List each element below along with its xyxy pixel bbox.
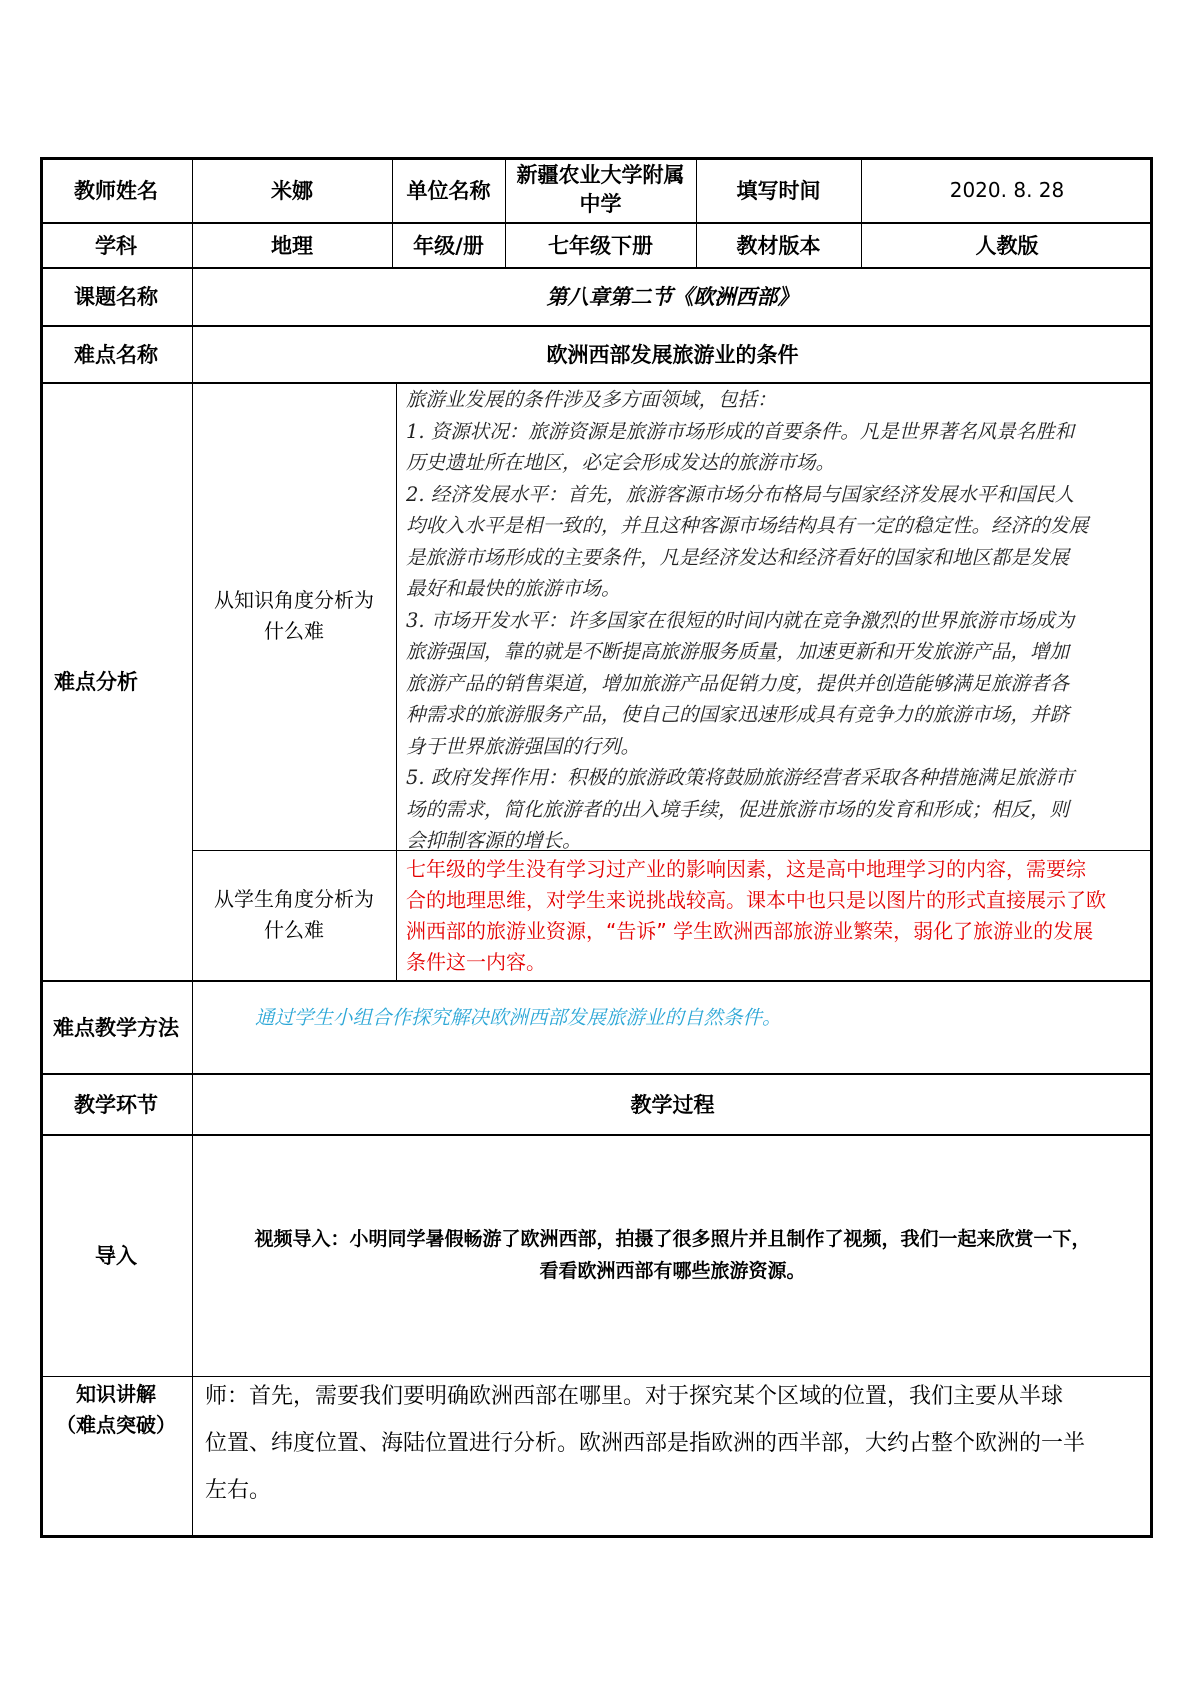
- subject-value: 地理: [271, 233, 313, 258]
- knowledge-line: 旅游强国，靠的就是不断提高旅游服务质量，加速更新和开发旅游产品，增加: [406, 640, 1070, 663]
- unit-value: [505, 157, 696, 222]
- student-line: 七年级的学生没有学习过产业的影响因素，这是高中地理学习的内容，需要综: [406, 857, 1086, 881]
- student-line: 条件这一内容。: [406, 950, 546, 974]
- difficulty-value: 欧洲西部发展旅游业的条件: [546, 342, 799, 367]
- knowledge-line: 是旅游市场形成的主要条件，凡是经济发达和经济看好的国家和地区都是发展: [406, 545, 1070, 569]
- topic-value: 第八章第二节《欧洲西部》: [546, 285, 799, 309]
- teacher-label: 教师姓名: [74, 178, 158, 203]
- knowledge-line: 身于世界旅游强国的行列。: [406, 734, 641, 758]
- student-angle-label: [192, 850, 396, 980]
- knowledge-line: 2. 经济发展水平：首先，旅游客源市场分布格局与国家经济发展水平和国民人: [406, 482, 1075, 506]
- grade-value: 七年级下册: [548, 233, 653, 258]
- col-divider: [396, 382, 397, 980]
- student-analysis-text: [406, 854, 1144, 978]
- student-line: 合的地理思维，对学生来说挑战较高。课本中也只是以图片的形式直接展示了欧: [406, 888, 1106, 912]
- knowledge-section-text: [205, 1373, 1143, 1514]
- knowledge-line: 场的需求，简化旅游者的出入境手续，促进旅游市场的发育和形成；相反，则: [406, 797, 1070, 821]
- knowledge-angle-line1: 从知识角度分析为: [214, 588, 374, 612]
- row-divider: [40, 980, 1153, 982]
- student-angle-line1: 从学生角度分析为: [214, 887, 374, 911]
- unit-value-line2: 中学: [579, 191, 622, 216]
- knowledge-line: 均收入水平是相一致的，并且这种客源市场结构具有一定的稳定性。经济的发展: [406, 514, 1089, 537]
- knowledge-line: 1. 资源状况：旅游资源是旅游市场形成的首要条件。凡是世界著名风景名胜和: [406, 419, 1075, 443]
- student-line: 洲西部的旅游业资源，“告诉” 学生欧洲西部旅游业繁荣，弱化了旅游业的发展: [406, 919, 1094, 943]
- knowledge-analysis-text: [406, 384, 1144, 857]
- edition-value: 人教版: [975, 233, 1039, 258]
- grade-label: 年级/册: [413, 233, 484, 258]
- difficulty-label: 难点名称: [74, 342, 158, 367]
- knowledge-line: 3. 市场开发水平：许多国家在很短的时间内就在竞争激烈的世界旅游市场成为: [406, 608, 1075, 632]
- knowledge-section-label-line1: 知识讲解: [76, 1382, 156, 1406]
- intro-line1: 视频导入：小明同学暑假畅游了欧洲西部，拍摄了很多照片并且制作了视频，我们一起来欣赏一下，: [254, 1228, 1091, 1250]
- knowledge-section-line: 位置、纬度位置、海陆位置进行分析。欧洲西部是指欧洲的西半部，大约占整个欧洲的一半: [205, 1431, 1086, 1456]
- date-value: 2020. 8. 28: [949, 177, 1065, 202]
- knowledge-line: 会抑制客源的增长。: [406, 829, 582, 852]
- knowledge-section-label-line2: （难点突破）: [56, 1413, 176, 1437]
- unit-value-line1: 新疆农业大学附属: [516, 162, 685, 187]
- method-value: 通过学生小组合作探究解决欧洲西部发展旅游业的自然条件。: [255, 1006, 782, 1029]
- edition-label: 教材版本: [736, 233, 821, 258]
- knowledge-line: 5. 政府发挥作用：积极的旅游政策将鼓励旅游经营者采取各种措施满足旅游市: [406, 766, 1075, 789]
- analysis-label: 难点分析: [54, 670, 138, 694]
- teacher-value: 米娜: [271, 178, 313, 203]
- date-label: 填写时间: [736, 178, 821, 203]
- knowledge-line: 旅游业发展的条件涉及多方面领域，包括：: [406, 388, 777, 411]
- knowledge-section-line: 师：首先，需要我们要明确欧洲西部在哪里。对于探究某个区域的位置，我们主要从半球: [205, 1384, 1064, 1409]
- subject-label: 学科: [95, 233, 137, 258]
- knowledge-section-label: [40, 1378, 192, 1442]
- process-label: 教学环节: [74, 1092, 158, 1117]
- knowledge-line: 最好和最快的旅游市场。: [406, 577, 621, 600]
- method-label: 难点教学方法: [53, 1015, 179, 1040]
- knowledge-line: 历史遗址所在地区，必定会形成发达的旅游市场。: [406, 451, 836, 474]
- intro-line2: 看看欧洲西部有哪些旅游资源。: [539, 1260, 806, 1282]
- knowledge-section-line: 左右。: [205, 1478, 272, 1503]
- unit-label: 单位名称: [406, 178, 491, 203]
- knowledge-line: 种需求的旅游服务产品，使自己的国家迅速形成具有竞争力的旅游市场，并跻: [406, 703, 1070, 726]
- knowledge-angle-line2: 什么难: [264, 619, 324, 643]
- process-value: 教学过程: [630, 1092, 715, 1117]
- knowledge-angle-label: [192, 382, 396, 850]
- intro-label: 导入: [95, 1244, 137, 1268]
- topic-label: 课题名称: [74, 285, 158, 309]
- student-angle-line2: 什么难: [264, 918, 324, 942]
- knowledge-line: 旅游产品的销售渠道，增加旅游产品促销力度，提供并创造能够满足旅游者各: [406, 671, 1070, 695]
- intro-text: [192, 1134, 1153, 1376]
